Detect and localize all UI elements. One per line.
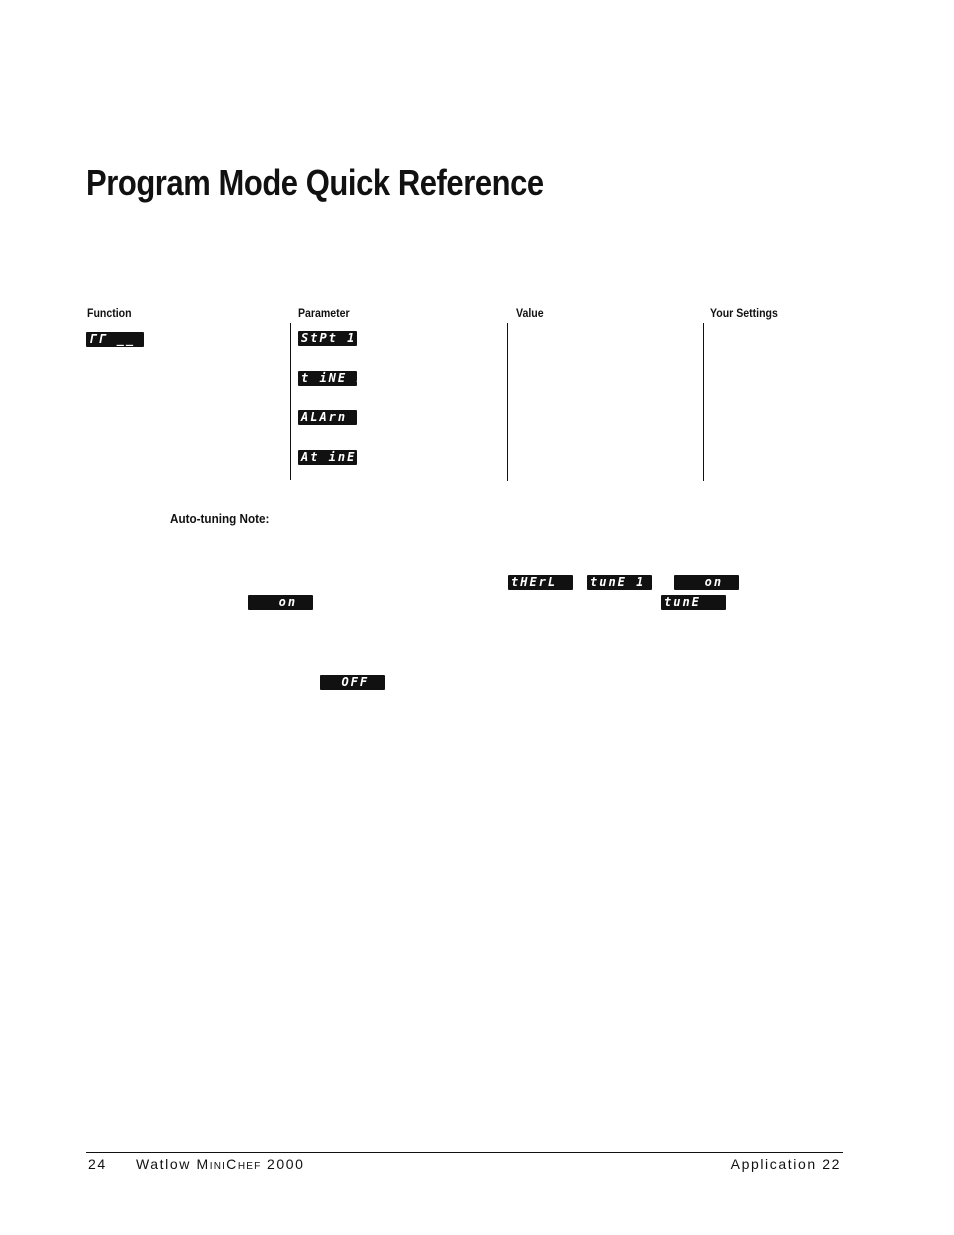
parameter-display-time: t iNE 1 bbox=[298, 371, 357, 386]
parameter-display-setpoint: StPt 1 bbox=[298, 331, 357, 346]
footer-product bbox=[136, 1156, 305, 1172]
column-divider bbox=[507, 323, 508, 481]
footer-product-name-ini: INI bbox=[209, 1161, 227, 1172]
footer-brand: Watlow bbox=[136, 1156, 191, 1172]
note-display-on: on bbox=[674, 575, 739, 590]
column-divider bbox=[290, 323, 291, 480]
footer-product-name-hef: HEF bbox=[237, 1161, 262, 1172]
column-header-parameter: Parameter bbox=[298, 306, 350, 320]
function-display: ΓΓ __ bbox=[86, 332, 144, 347]
parameter-display-alarm: ALArn bbox=[298, 410, 357, 425]
footer-product-model: 2000 bbox=[266, 1156, 305, 1172]
footer-application: Application 22 bbox=[730, 1156, 841, 1172]
parameter-display-autotune: At inE bbox=[298, 450, 357, 465]
note-display-thermal: tHErL bbox=[508, 575, 573, 590]
column-header-function: Function bbox=[87, 306, 132, 320]
column-header-your-settings: Your Settings bbox=[710, 306, 778, 320]
page-title: Program Mode Quick Reference bbox=[86, 162, 544, 203]
note-display-off: OFF bbox=[320, 675, 385, 690]
note-display-tune: tunE 1 bbox=[587, 575, 652, 590]
page-number: 24 bbox=[88, 1156, 107, 1172]
auto-tuning-note-label: Auto-tuning Note: bbox=[170, 511, 270, 526]
note-display-on: on bbox=[248, 595, 313, 610]
footer-product-name-m: M bbox=[196, 1156, 210, 1172]
column-header-value: Value bbox=[516, 306, 544, 320]
note-display-tune-mode: tunE bbox=[661, 595, 726, 610]
footer-rule bbox=[86, 1152, 843, 1153]
footer-product-name-c: C bbox=[226, 1156, 238, 1172]
column-divider bbox=[703, 323, 704, 481]
